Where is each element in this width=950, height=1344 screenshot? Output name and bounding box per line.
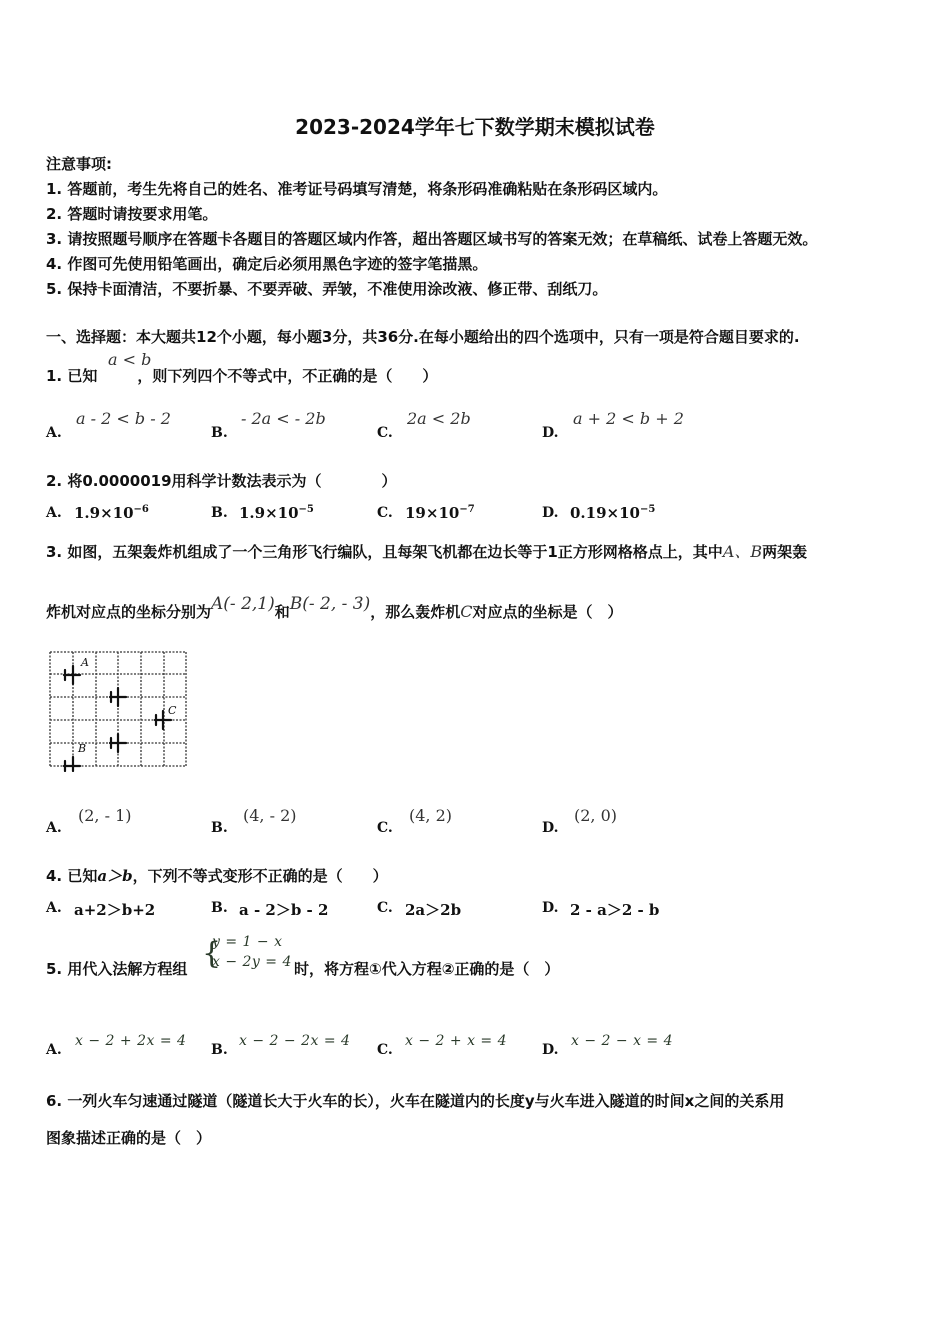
q1-option-c[interactable]: 2a < 2b — [407, 409, 471, 428]
q4-stem: 4. 已知a＞b，下列不等式变形不正确的是（ ） — [46, 867, 388, 885]
q6-stem-line2: 图象描述正确的是（ ） — [46, 1129, 212, 1147]
q4-option-b[interactable]: a - 2＞b - 2 — [239, 901, 329, 919]
q5-option-d[interactable]: x − 2 − x = 4 — [571, 1033, 673, 1049]
notice-item: 4. 作图可先使用铅笔画出，确定后必须用黑色字迹的签字笔描黑。 — [46, 255, 488, 273]
notice-item: 2. 答题时请按要求用笔。 — [46, 205, 218, 223]
q5-brace: { — [202, 936, 222, 971]
q3-grid-figure — [48, 650, 188, 772]
q3-option-c-label[interactable]: C. — [377, 820, 393, 836]
q2-option-b-label[interactable]: B. — [211, 505, 228, 521]
q3-option-d-label[interactable]: D. — [542, 820, 559, 836]
q2-option-d[interactable]: $0.19\times 10^{-5}$ — [570, 504, 656, 522]
q2-option-a[interactable]: $1.9\times 10^{-6}$ — [74, 504, 149, 522]
q1-prefix: 1. 已知 — [46, 367, 98, 385]
notice-item: 5. 保持卡面清洁，不要折暴、不要弄破、弄皱，不准使用涂改液、修正带、刮纸刀。 — [46, 280, 608, 298]
q5-option-b-label[interactable]: B. — [211, 1042, 228, 1058]
q4-option-d[interactable]: 2 - a＞2 - b — [570, 901, 660, 919]
q5-suffix: 时，将方程①代入方程②正确的是（ ） — [294, 960, 560, 978]
section-heading: 一、选择题：本大题共12个小题，每小题3分，共36分.在每小题给出的四个选项中，只有一项是符合题目要求的. — [46, 328, 800, 346]
q2-option-c[interactable]: $19\times 10^{-7}$ — [405, 504, 475, 522]
q5-option-b[interactable]: x − 2 − 2x = 4 — [239, 1033, 351, 1049]
q4-option-b-label[interactable]: B. — [211, 900, 228, 916]
q4-option-a-label[interactable]: A. — [46, 900, 62, 916]
q3-stem-line2: 炸机对应点的坐标分别为A(- 2,1)和B(- 2, - 3)，那么轰炸机C对应点的坐标是（ ） — [46, 594, 623, 621]
q1-option-a-label[interactable]: A. — [46, 425, 62, 441]
q5-option-c[interactable]: x − 2 + x = 4 — [405, 1033, 507, 1049]
q1-condition: a < b — [108, 350, 152, 369]
plane-a-icon — [64, 666, 80, 684]
plane-icon — [110, 734, 126, 752]
notice-item: 3. 请按照题号顺序在答题卡各题目的答题区域内作答，超出答题区域书写的答案无效；在草稿纸、试卷上答题无效。 — [46, 230, 818, 248]
page-title: 2023-2024学年七下数学期末模拟试卷 — [295, 115, 655, 139]
q4-option-d-label[interactable]: D. — [542, 900, 559, 916]
figure-label-a: A — [81, 656, 89, 669]
q3-option-b-label[interactable]: B. — [211, 820, 228, 836]
q4-option-c-label[interactable]: C. — [377, 900, 393, 916]
q1-option-d-label[interactable]: D. — [542, 425, 559, 441]
q2-option-c-label[interactable]: C. — [377, 505, 393, 521]
q1-option-b[interactable]: - 2a < - 2b — [241, 409, 326, 428]
q1-suffix: ，则下列四个不等式中，不正确的是（ ） — [137, 367, 438, 385]
plane-icon — [110, 688, 126, 706]
figure-label-c: C — [168, 704, 177, 717]
q1-option-b-label[interactable]: B. — [211, 425, 228, 441]
q5-option-c-label[interactable]: C. — [377, 1042, 393, 1058]
q4-option-c[interactable]: 2a＞2b — [405, 901, 462, 919]
q1-option-d[interactable]: a + 2 < b + 2 — [573, 409, 684, 428]
q5-equation-2: x − 2y = 4 — [212, 954, 292, 970]
q5-option-a-label[interactable]: A. — [46, 1042, 62, 1058]
q3-stem-line1: 3. 如图，五架轰炸机组成了一个三角形飞行编队，且每架飞机都在边长等于1正方形网格格点上，其中A、B两架轰 — [46, 542, 808, 561]
q3-option-a-label[interactable]: A. — [46, 820, 62, 836]
q5-option-d-label[interactable]: D. — [542, 1042, 559, 1058]
q1-stem — [46, 365, 437, 386]
q1-option-c-label[interactable]: C. — [377, 425, 393, 441]
q5-equation-1: y = 1 − x — [212, 934, 283, 950]
q5-prefix: 5. 用代入法解方程组 — [46, 960, 188, 978]
q6-stem-line1: 6. 一列火车匀速通过隧道（隧道长大于火车的长），火车在隧道内的长度y与火车进入隧道的时间x之间的关系用 — [46, 1092, 785, 1110]
notice-item: 1. 答题前，考生先将自己的姓名、准考证号码填写清楚，将条形码准确粘贴在条形码区域内。 — [46, 180, 668, 198]
q3-option-d[interactable]: (2, 0) — [574, 806, 618, 825]
notice-heading: 注意事项: — [46, 155, 112, 173]
q2-option-a-label[interactable]: A. — [46, 505, 62, 521]
q3-option-a[interactable]: (2, - 1) — [78, 806, 132, 825]
figure-label-b: B — [78, 742, 87, 755]
q5-option-a[interactable]: x − 2 + 2x = 4 — [75, 1033, 187, 1049]
plane-b-icon — [64, 757, 80, 771]
q4-option-a[interactable]: a+2＞b+2 — [74, 901, 156, 919]
q2-stem: 2. 将0.0000019用科学计数法表示为（ ） — [46, 472, 397, 490]
q2-option-d-label[interactable]: D. — [542, 505, 559, 521]
q2-option-b[interactable]: $1.9\times 10^{-5}$ — [239, 504, 314, 522]
q1-option-a[interactable]: a - 2 < b - 2 — [76, 409, 171, 428]
q3-option-c[interactable]: (4, 2) — [409, 806, 453, 825]
q3-option-b[interactable]: (4, - 2) — [243, 806, 297, 825]
